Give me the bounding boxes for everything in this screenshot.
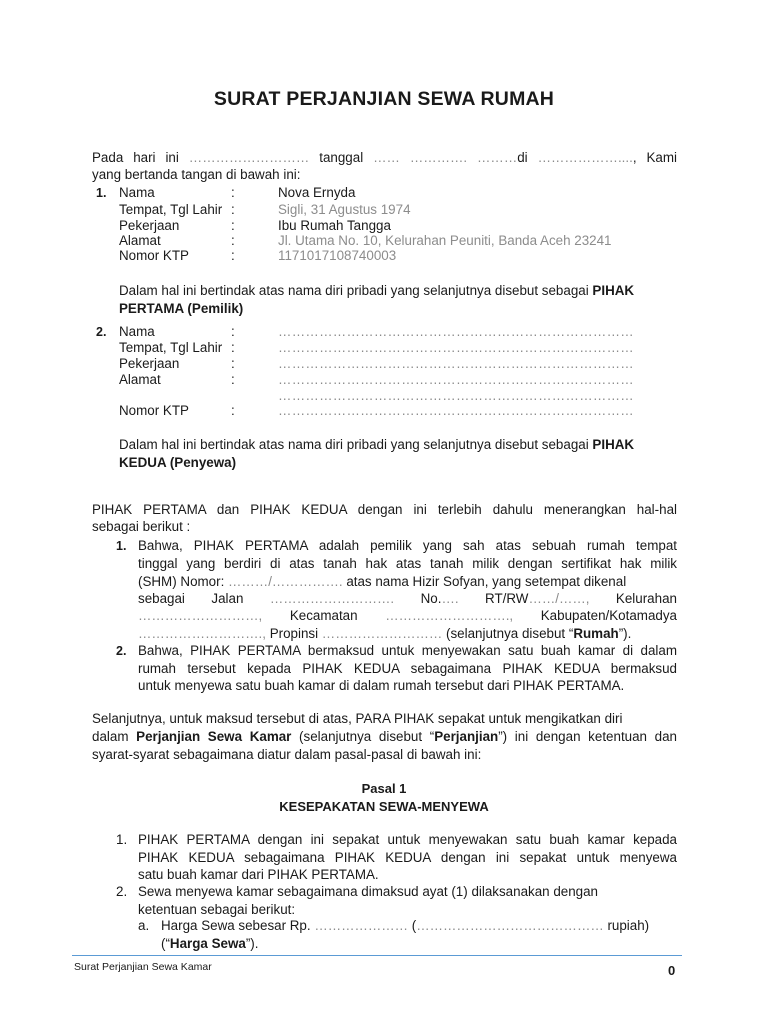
party2-statement: Dalam hal ini bertindak atas nama diri pribadi yang selanjutnya disebut sebagai PIHAK	[119, 437, 635, 452]
party2-label-ktp: Nomor KTP	[119, 403, 189, 418]
party2-label-nama: Nama	[119, 324, 155, 339]
colon: :	[231, 340, 235, 355]
party1-label-ktp: Nomor KTP	[119, 248, 189, 263]
colon: :	[231, 356, 235, 371]
colon: :	[231, 324, 235, 339]
pasal1-subitem-a-letter: a.	[138, 918, 150, 933]
party2-blank-alamat: ……………………………………………………………………	[278, 372, 634, 387]
pasal1-item-2-number: 2.	[116, 884, 128, 899]
recital-1-line-2: tinggal yang berdiri di atas tanah hak atas tanah milik dengan sertifikat hak milik	[138, 556, 677, 571]
recital-1-line-1: Bahwa, PIHAK PERTAMA adalah pemilik yang sah atas sebuah rumah tempat	[138, 538, 677, 553]
page-number: 0	[668, 963, 676, 978]
party1-label-ttl: Tempat, Tgl Lahir	[119, 202, 223, 217]
party2-blank-nama: ……………………………………………………………………	[278, 324, 634, 339]
recital-2-number: 2.	[116, 644, 127, 658]
document-title: SURAT PERJANJIAN SEWA RUMAH	[213, 88, 555, 110]
pasal1-item-1-number: 1.	[116, 832, 128, 847]
recital-1-number: 1.	[116, 539, 127, 553]
party1-statement: Dalam hal ini bertindak atas nama diri pribadi yang selanjutnya disebut sebagai PIHAK	[119, 283, 635, 298]
opening-line-1: Pada hari ini ……………………… tanggal …… …………. ………di ………………...., Kami	[92, 150, 677, 165]
colon: :	[231, 233, 235, 248]
colon: :	[231, 248, 235, 263]
recital-1-line-4: sebagai Jalan ………………………. No.…. RT/RW……/……, Kelurahan	[138, 591, 677, 606]
party2-role: KEDUA (Penyewa)	[119, 455, 237, 470]
party2-number: 2.	[96, 325, 107, 339]
pasal1-item-1-line-3: satu buah kamar dari PIHAK PERTAMA.	[138, 867, 379, 882]
pasal1-item-2-line-1: Sewa menyewa kamar sebagaimana dimaksud ayat (1) dilaksanakan dengan	[138, 884, 599, 899]
agreement-intro-line-3: syarat-syarat sebagaimana diatur dalam pasal-pasal di bawah ini:	[92, 747, 482, 762]
colon: :	[231, 202, 235, 217]
party1-value-alamat: Jl. Utama No. 10, Kelurahan Peuniti, Banda Aceh 23241	[278, 233, 612, 248]
party1-role: PERTAMA (Pemilik)	[119, 301, 244, 316]
pasal1-subitem-a-line-2: (“Harga Sewa”).	[161, 936, 259, 951]
party2-label-pekerjaan: Pekerjaan	[119, 356, 180, 371]
colon: :	[231, 185, 235, 200]
agreement-intro-line-2: dalam Perjanjian Sewa Kamar (selanjutnya disebut “Perjanjian”) ini dengan ketentuan dan	[92, 729, 677, 744]
recitals-intro-1: PIHAK PERTAMA dan PIHAK KEDUA dengan ini terlebih dahulu menerangkan hal-hal	[92, 502, 677, 517]
recital-1-line-3: (SHM) Nomor: ………/……………. atas nama Hizir Sofyan, yang setempat dikenal	[138, 574, 627, 589]
party1-number: 1.	[96, 186, 107, 200]
footer-text: Surat Perjanjian Sewa Kamar	[74, 961, 212, 973]
party2-blank-alamat-2: ……………………………………………………………………	[278, 388, 634, 403]
party1-value-nama: Nova Ernyda	[278, 185, 356, 200]
colon: :	[231, 403, 235, 418]
colon: :	[231, 372, 235, 387]
colon: :	[231, 218, 235, 233]
pasal-heading: Pasal 1	[361, 781, 407, 796]
party2-blank-ttl: ……………………………………………………………………	[278, 340, 634, 355]
recital-2-line-3: untuk menyewa satu buah kamar di dalam rumah tersebut dari PIHAK PERTAMA.	[138, 678, 625, 693]
opening-line-2: yang bertanda tangan di bawah ini:	[92, 167, 301, 182]
party2-label-ttl: Tempat, Tgl Lahir	[119, 340, 223, 355]
agreement-intro-line-1: Selanjutnya, untuk maksud tersebut di atas, PARA PIHAK sepakat untuk mengikatkan diri	[92, 711, 623, 726]
pasal1-subitem-a-line-1: Harga Sewa sebesar Rp. ………………… (…………………………………… rupiah)	[161, 918, 650, 933]
party1-value-ktp: 1171017108740003	[278, 248, 397, 263]
party2-blank-ktp: ……………………………………………………………………	[278, 403, 634, 418]
party1-label-nama: Nama	[119, 185, 155, 200]
recital-2-line-2: rumah tersebut kepada PIHAK KEDUA sebagaimana PIHAK KEDUA bermaksud	[138, 661, 677, 676]
party1-label-alamat: Alamat	[119, 233, 161, 248]
pasal-subheading: KESEPAKATAN SEWA-MENYEWA	[279, 799, 489, 814]
footer-divider	[72, 955, 682, 956]
recital-2-line-1: Bahwa, PIHAK PERTAMA bermaksud untuk menyewakan satu buah kamar di dalam	[138, 643, 677, 658]
pasal1-item-2-line-2: ketentuan sebagai berikut:	[138, 902, 296, 917]
pasal1-item-1-line-1: PIHAK PERTAMA dengan ini sepakat untuk menyewakan satu buah kamar kepada	[138, 832, 677, 847]
party2-blank-pekerjaan: ……………………………………………………………………	[278, 356, 634, 371]
recitals-intro-2: sebagai berikut :	[92, 519, 191, 534]
recital-1-line-5: ………………………, Kecamatan ………………………., Kabupaten/Kotamadya	[138, 608, 677, 623]
party1-value-pekerjaan: Ibu Rumah Tangga	[278, 218, 391, 233]
party1-value-ttl: Sigli, 31 Agustus 1974	[278, 202, 411, 217]
party2-label-alamat: Alamat	[119, 372, 161, 387]
recital-1-line-6: ………………………., Propinsi ……………………… (selanjutnya disebut “Rumah”).	[138, 626, 632, 641]
pasal1-item-1-line-2: PIHAK KEDUA sebagaimana PIHAK KEDUA dengan ini sepakat untuk menyewa	[138, 850, 677, 865]
party1-label-pekerjaan: Pekerjaan	[119, 218, 180, 233]
